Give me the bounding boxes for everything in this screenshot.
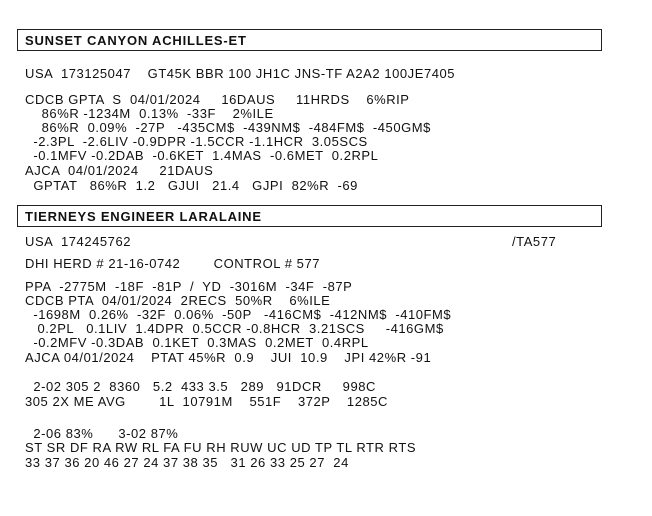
horse1-gpta-line: CDCB GPTA S 04/01/2024 16DAUS 11HRDS 6%RIP	[25, 92, 410, 107]
horse2-production-line: -1698M 0.26% -32F 0.06% -50P -416CM$ -412NM$ -410FM$	[25, 307, 452, 322]
horse1-index-line: 86%R 0.09% -27P -435CM$ -439NM$ -484FM$ -450GM$	[25, 120, 431, 135]
horse1-name: SUNSET CANYON ACHILLES-ET	[25, 33, 247, 48]
horse1-registration-line: USA 173125047 GT45K BBR 100 JH1C JNS-TF A2A2 100JE7405	[25, 66, 456, 81]
horse2-trait-values: 33 37 36 20 46 27 24 37 38 35 31 26 33 25 27 24	[25, 455, 349, 470]
horse1-ajca-line: AJCA 04/01/2024 21DAUS	[25, 163, 214, 178]
horse2-classification-line: 2-06 83% 3-02 87%	[25, 426, 179, 441]
horse1-type-line: GPTAT 86%R 1.2 GJUI 21.4 GJPI 82%R -69	[25, 178, 358, 193]
horse2-name: TIERNEYS ENGINEER LARALAINE	[25, 209, 262, 224]
horse2-ppa-line: PPA -2775M -18F -81P / YD -3016M -34F -87P	[25, 279, 353, 294]
horse2-me-average-line: 305 2X ME AVG 1L 10791M 551F 372P 1285C	[25, 394, 388, 409]
horse2-herd-line: DHI HERD # 21-16-0742 CONTROL # 577	[25, 256, 321, 271]
horse2-lactation-line: 2-02 305 2 8360 5.2 433 3.5 289 91DCR 998C	[25, 379, 376, 394]
horse2-ajca-line: AJCA 04/01/2024 PTAT 45%R 0.9 JUI 10.9 JPI 42%R -91	[25, 350, 432, 365]
horse2-wellness-line: -0.2MFV -0.3DAB 0.1KET 0.3MAS 0.2MET 0.4RPL	[25, 335, 369, 350]
horse1-health-line: -2.3PL -2.6LIV -0.9DPR -1.5CCR -1.1HCR 3.05SCS	[25, 134, 368, 149]
horse2-ta-code: /TA577	[512, 234, 557, 249]
horse2-health-line: 0.2PL 0.1LIV 1.4DPR 0.5CCR -0.8HCR 3.21SCS -416GM$	[25, 321, 444, 336]
horse1-wellness-line: -0.1MFV -0.2DAB -0.6KET 1.4MAS -0.6MET 0.2RPL	[25, 148, 379, 163]
horse2-pta-line: CDCB PTA 04/01/2024 2RECS 50%R 6%ILE	[25, 293, 331, 308]
horse2-registration-line: USA 174245762	[25, 234, 132, 249]
horse2-trait-headers: ST SR DF RA RW RL FA FU RH RUW UC UD TP TL RTR RTS	[25, 440, 417, 455]
horse1-production-line: 86%R -1234M 0.13% -33F 2%ILE	[25, 106, 274, 121]
